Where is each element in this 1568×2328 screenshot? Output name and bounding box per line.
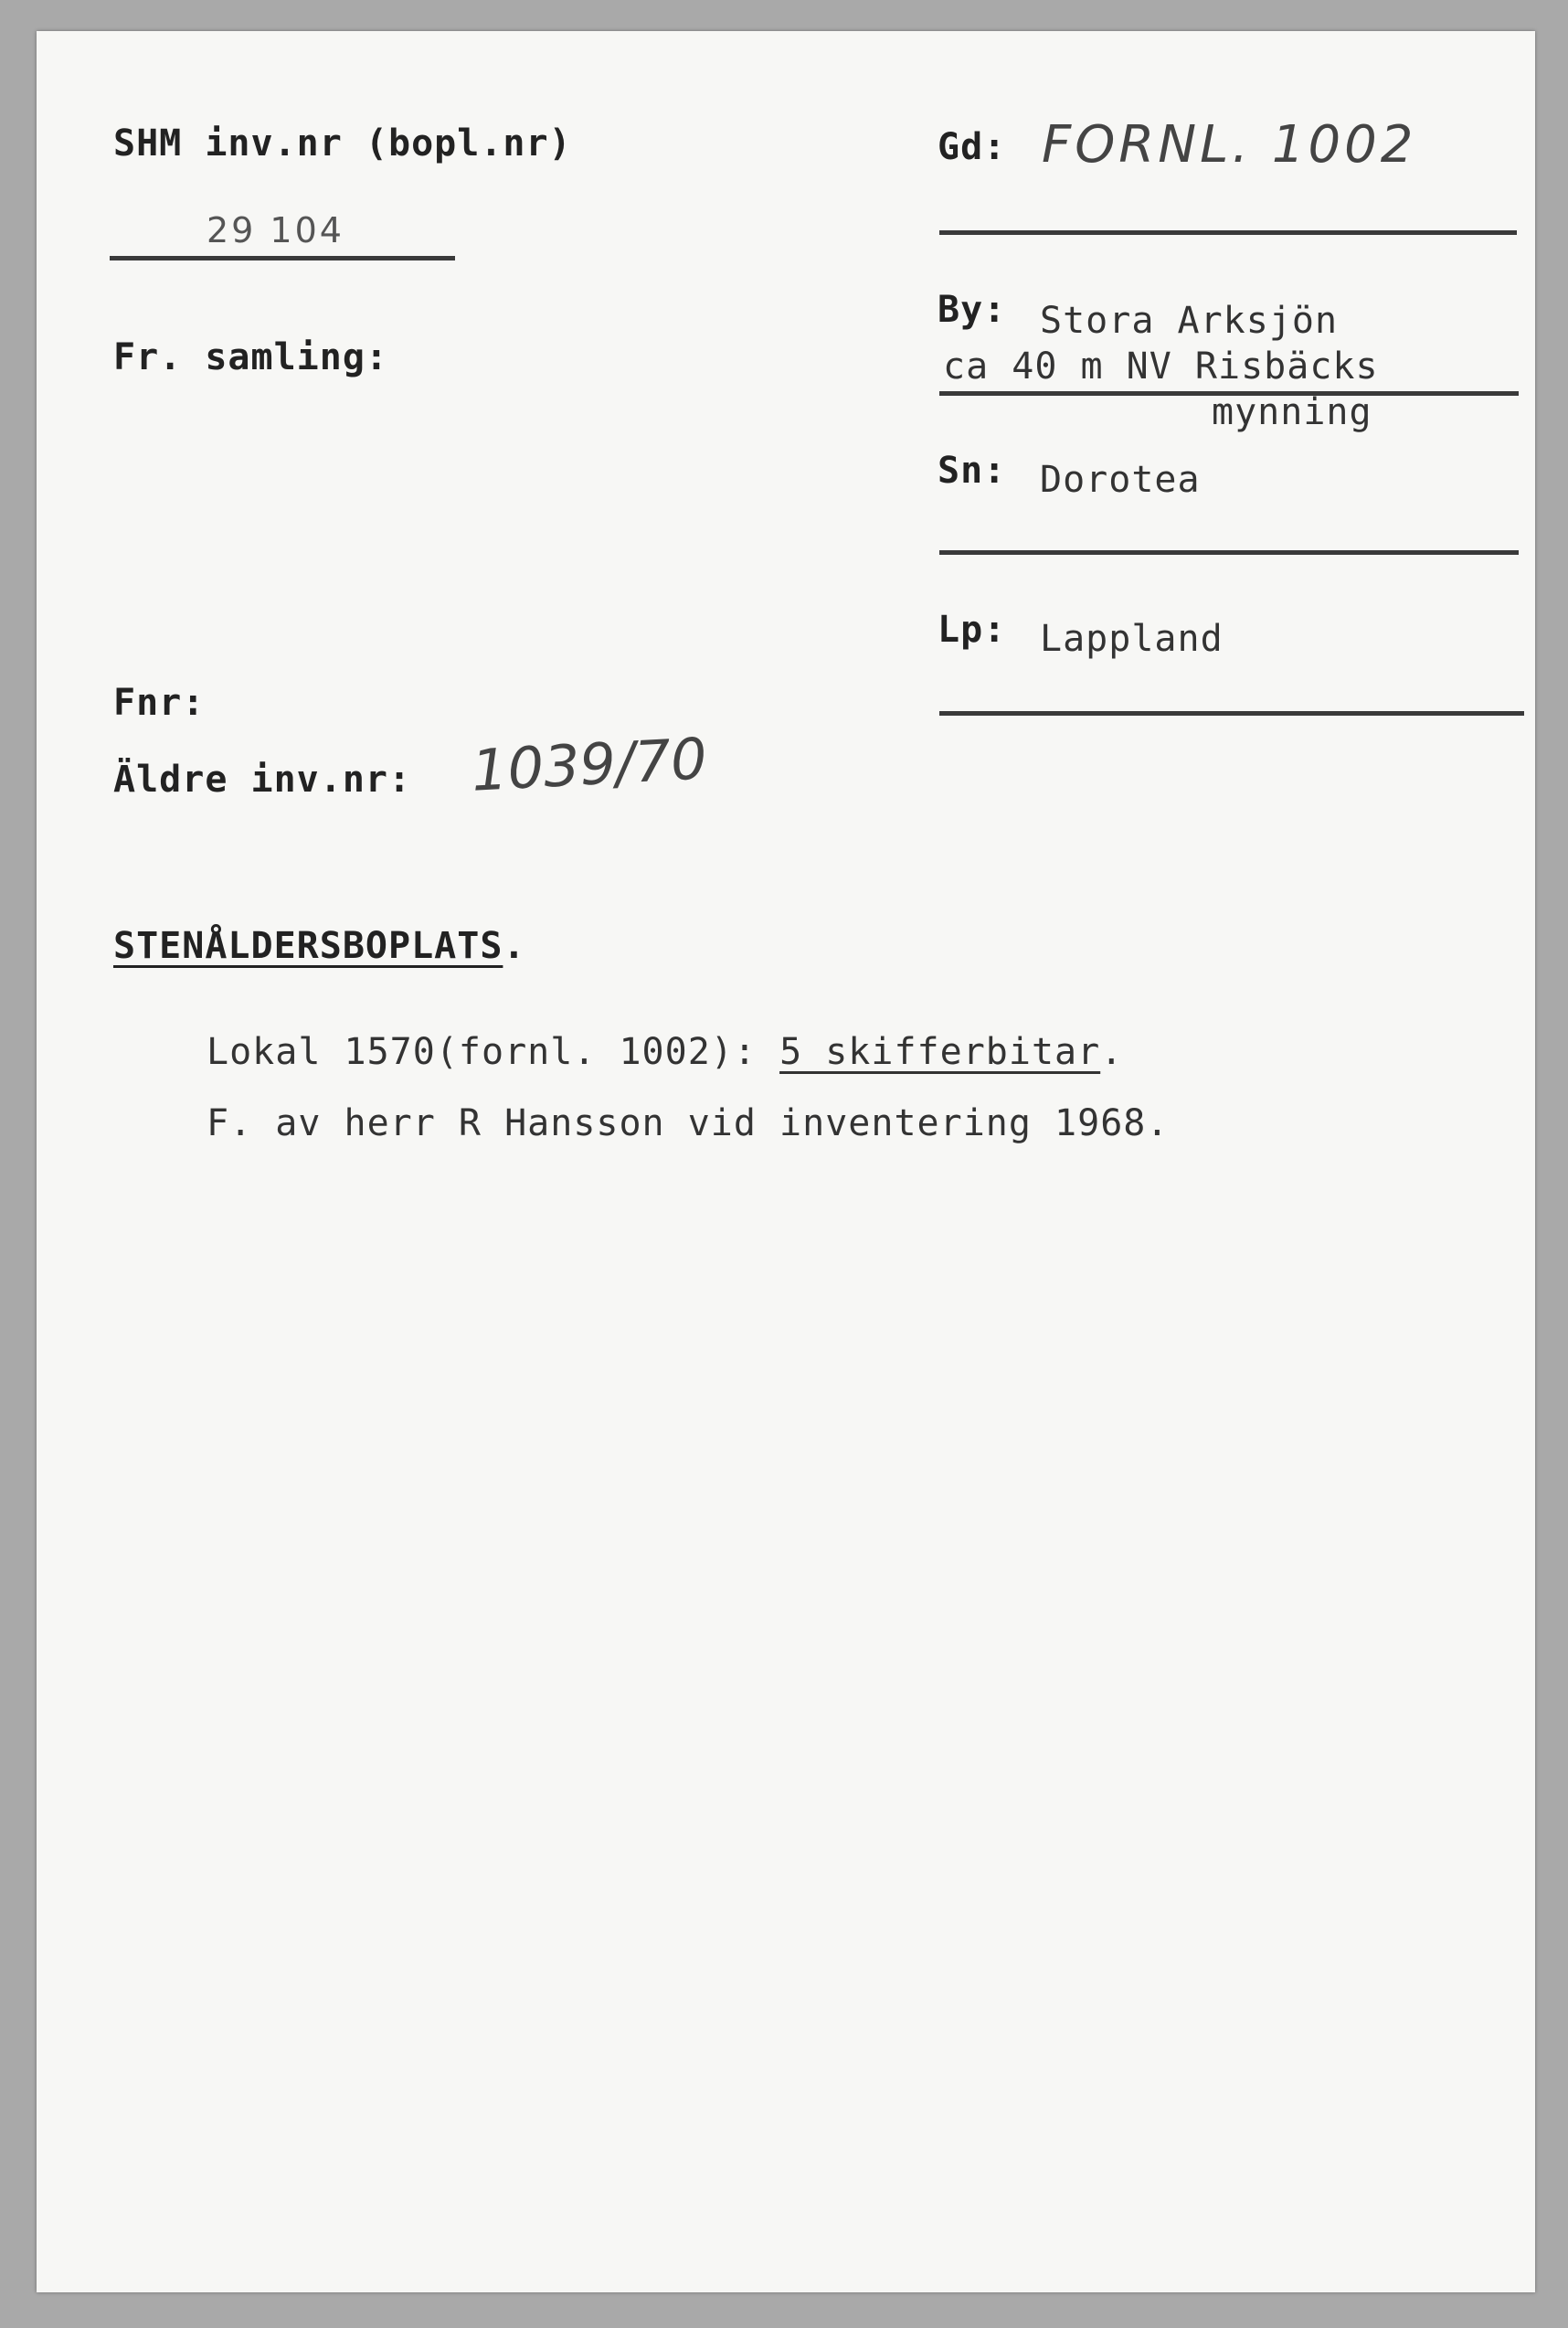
section-heading bbox=[113, 925, 526, 967]
by-line-3: mynning bbox=[1212, 391, 1372, 433]
body-line-1-underlined: 5 skifferbitar bbox=[779, 1031, 1101, 1073]
body-line-2: F. av herr R Hansson vid inventering 1968. bbox=[207, 1102, 1170, 1144]
gd-underline bbox=[939, 230, 1517, 235]
fr-samling-label: Fr. samling: bbox=[113, 336, 388, 378]
by-label: By: bbox=[938, 289, 1007, 331]
body-line-1-suffix: . bbox=[1100, 1031, 1124, 1073]
by-line-2: ca 40 m NV Risbäcks bbox=[943, 345, 1379, 388]
gd-value: FORNL. 1002 bbox=[1042, 115, 1417, 175]
section-heading-text: STENÅLDERSBOPLATS bbox=[113, 925, 503, 967]
aldre-inv-nr-label: Äldre inv.nr: bbox=[113, 759, 412, 801]
gd-label: Gd: bbox=[938, 126, 1007, 168]
inv-nr-label: SHM inv.nr (bopl.nr) bbox=[113, 122, 572, 165]
fnr-label: Fnr: bbox=[113, 682, 206, 724]
by-line-1: Stora Arksjön bbox=[1040, 300, 1339, 342]
body-line-1 bbox=[207, 1031, 1123, 1073]
lp-label: Lp: bbox=[938, 609, 1007, 651]
sn-value: Dorotea bbox=[1040, 459, 1201, 501]
catalog-card bbox=[37, 31, 1535, 2292]
sn-label: Sn: bbox=[938, 450, 1007, 492]
body-line-1-prefix: Lokal 1570(fornl. 1002): bbox=[207, 1031, 780, 1073]
lp-underline bbox=[939, 711, 1524, 716]
sn-underline bbox=[939, 550, 1519, 555]
lp-value: Lappland bbox=[1040, 618, 1224, 660]
inv-nr-underline bbox=[110, 256, 455, 260]
inv-nr-value: 29 104 bbox=[207, 210, 344, 250]
aldre-inv-nr-value: 1039/70 bbox=[470, 725, 709, 804]
section-heading-suffix: . bbox=[503, 925, 526, 967]
